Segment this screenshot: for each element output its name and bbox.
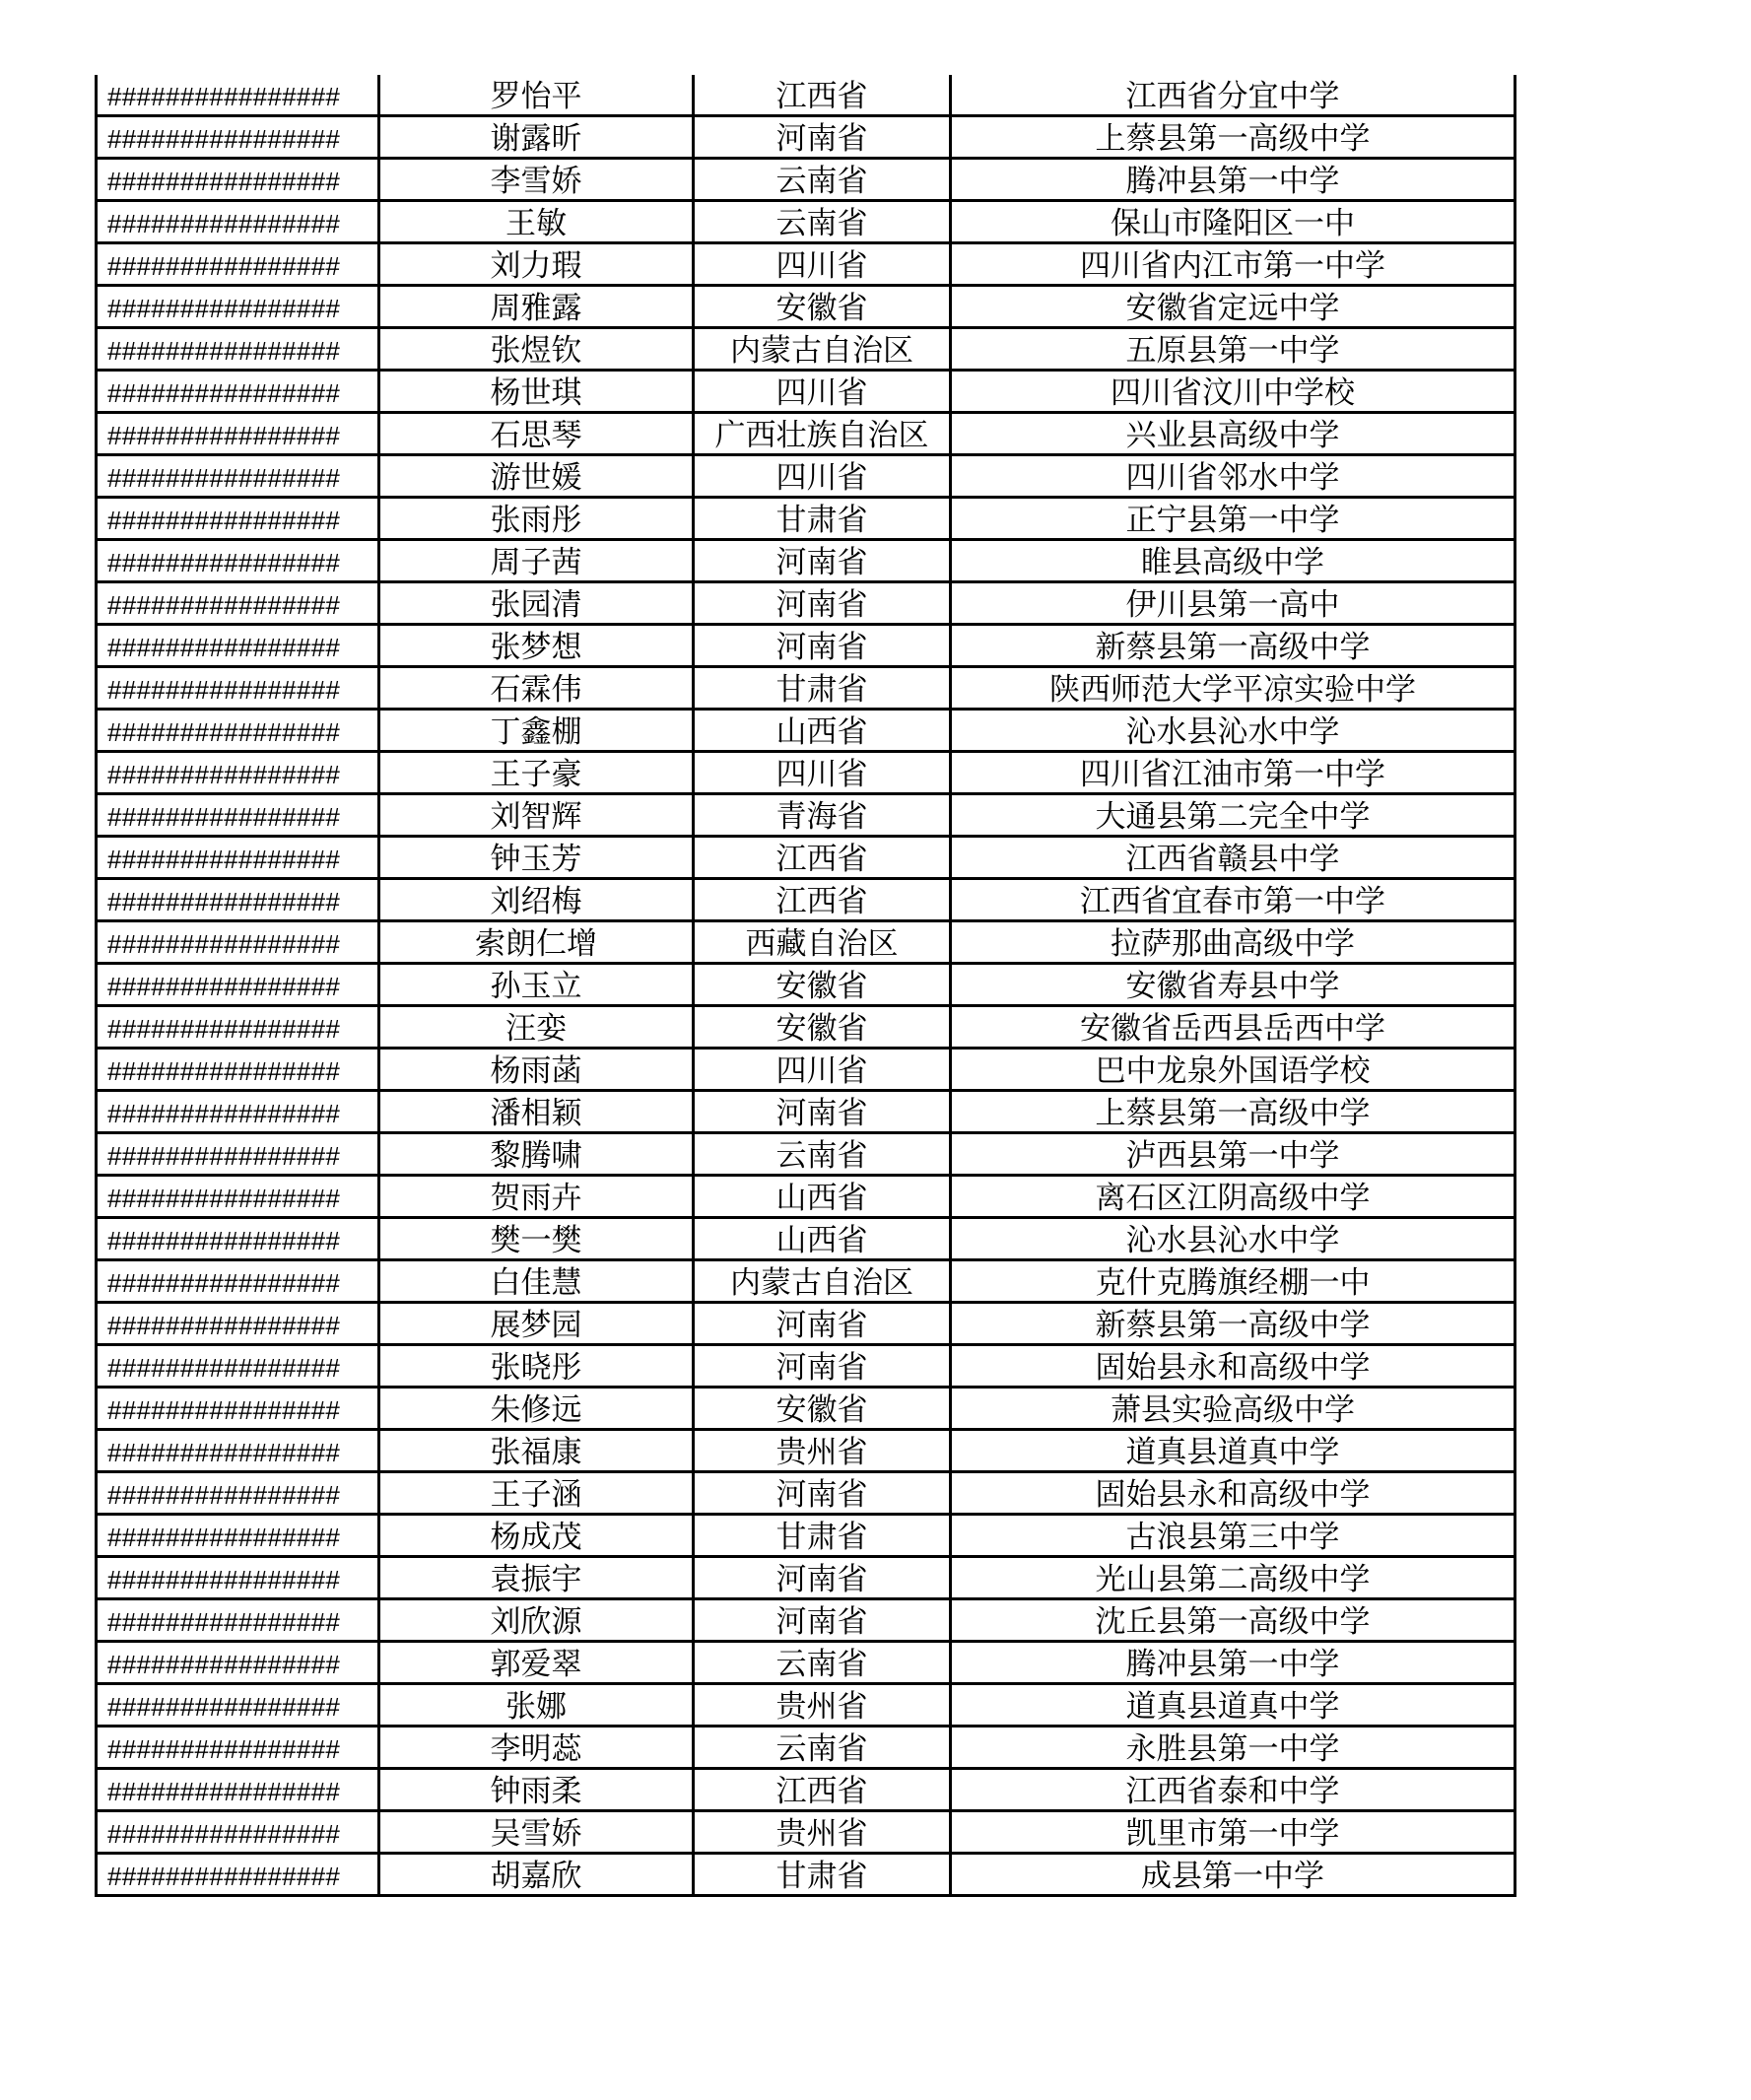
table-row bbox=[97, 582, 1515, 625]
table-row bbox=[97, 1133, 1515, 1176]
table-row bbox=[97, 1006, 1515, 1049]
school-cell: 道真县道真中学 bbox=[951, 1430, 1515, 1472]
id-cell: ################ bbox=[97, 794, 379, 837]
province-cell: 内蒙古自治区 bbox=[694, 328, 951, 371]
province-cell: 四川省 bbox=[694, 455, 951, 498]
school-cell: 安徽省定远中学 bbox=[951, 286, 1515, 328]
name-cell: 李雪娇 bbox=[379, 159, 694, 201]
province-cell: 河南省 bbox=[694, 1345, 951, 1388]
id-cell: ################ bbox=[97, 879, 379, 921]
school-cell: 新蔡县第一高级中学 bbox=[951, 1303, 1515, 1345]
table-row bbox=[97, 752, 1515, 794]
id-cell: ################ bbox=[97, 1388, 379, 1430]
id-cell: ################ bbox=[97, 1811, 379, 1854]
name-cell: 潘相颖 bbox=[379, 1091, 694, 1133]
name-cell: 张雨彤 bbox=[379, 498, 694, 540]
province-cell: 四川省 bbox=[694, 1049, 951, 1091]
school-cell: 固始县永和高级中学 bbox=[951, 1345, 1515, 1388]
school-cell: 道真县道真中学 bbox=[951, 1684, 1515, 1727]
id-cell: ################ bbox=[97, 667, 379, 710]
id-cell: ################ bbox=[97, 413, 379, 455]
table-row bbox=[97, 625, 1515, 667]
province-cell: 河南省 bbox=[694, 540, 951, 582]
table-row bbox=[97, 1599, 1515, 1642]
table-row bbox=[97, 1091, 1515, 1133]
table-row bbox=[97, 1049, 1515, 1091]
id-cell: ################ bbox=[97, 625, 379, 667]
table-row bbox=[97, 1218, 1515, 1260]
table-row bbox=[97, 1303, 1515, 1345]
province-cell: 西藏自治区 bbox=[694, 921, 951, 964]
id-cell: ################ bbox=[97, 752, 379, 794]
province-cell: 河南省 bbox=[694, 1599, 951, 1642]
name-cell: 刘智辉 bbox=[379, 794, 694, 837]
name-cell: 张福康 bbox=[379, 1430, 694, 1472]
id-cell: ################ bbox=[97, 286, 379, 328]
province-cell: 河南省 bbox=[694, 1557, 951, 1599]
province-cell: 安徽省 bbox=[694, 286, 951, 328]
name-cell: 张园清 bbox=[379, 582, 694, 625]
name-cell: 贺雨卉 bbox=[379, 1176, 694, 1218]
name-cell: 张娜 bbox=[379, 1684, 694, 1727]
school-cell: 永胜县第一中学 bbox=[951, 1727, 1515, 1769]
province-cell: 河南省 bbox=[694, 1303, 951, 1345]
school-cell: 睢县高级中学 bbox=[951, 540, 1515, 582]
school-cell: 上蔡县第一高级中学 bbox=[951, 116, 1515, 159]
name-cell: 朱修远 bbox=[379, 1388, 694, 1430]
id-cell: ################ bbox=[97, 1133, 379, 1176]
school-cell: 腾冲县第一中学 bbox=[951, 159, 1515, 201]
table-row bbox=[97, 1345, 1515, 1388]
province-cell: 广西壮族自治区 bbox=[694, 413, 951, 455]
id-cell: ################ bbox=[97, 1599, 379, 1642]
name-cell: 刘绍梅 bbox=[379, 879, 694, 921]
id-cell: ################ bbox=[97, 201, 379, 243]
province-cell: 云南省 bbox=[694, 159, 951, 201]
province-cell: 甘肃省 bbox=[694, 1515, 951, 1557]
name-cell: 索朗仁增 bbox=[379, 921, 694, 964]
name-cell: 胡嘉欣 bbox=[379, 1854, 694, 1896]
id-cell: ################ bbox=[97, 1430, 379, 1472]
table-row bbox=[97, 540, 1515, 582]
table-row bbox=[97, 1388, 1515, 1430]
school-cell: 江西省泰和中学 bbox=[951, 1769, 1515, 1811]
name-cell: 刘欣源 bbox=[379, 1599, 694, 1642]
name-cell: 袁振宇 bbox=[379, 1557, 694, 1599]
school-cell: 四川省邻水中学 bbox=[951, 455, 1515, 498]
id-cell: ################ bbox=[97, 1091, 379, 1133]
province-cell: 安徽省 bbox=[694, 964, 951, 1006]
table-row bbox=[97, 159, 1515, 201]
table-row bbox=[97, 201, 1515, 243]
school-cell: 光山县第二高级中学 bbox=[951, 1557, 1515, 1599]
name-cell: 钟玉芳 bbox=[379, 837, 694, 879]
table-row bbox=[97, 1176, 1515, 1218]
name-cell: 钟雨柔 bbox=[379, 1769, 694, 1811]
name-cell: 李明蕊 bbox=[379, 1727, 694, 1769]
school-cell: 新蔡县第一高级中学 bbox=[951, 625, 1515, 667]
table-row bbox=[97, 371, 1515, 413]
province-cell: 云南省 bbox=[694, 201, 951, 243]
school-cell: 沁水县沁水中学 bbox=[951, 1218, 1515, 1260]
table-row bbox=[97, 667, 1515, 710]
name-cell: 杨成茂 bbox=[379, 1515, 694, 1557]
school-cell: 沈丘县第一高级中学 bbox=[951, 1599, 1515, 1642]
name-cell: 石霖伟 bbox=[379, 667, 694, 710]
province-cell: 河南省 bbox=[694, 1091, 951, 1133]
table-row bbox=[97, 1854, 1515, 1896]
id-cell: ################ bbox=[97, 1769, 379, 1811]
name-cell: 孙玉立 bbox=[379, 964, 694, 1006]
province-cell: 河南省 bbox=[694, 582, 951, 625]
province-cell: 安徽省 bbox=[694, 1006, 951, 1049]
id-cell: ################ bbox=[97, 116, 379, 159]
table-row bbox=[97, 1260, 1515, 1303]
id-cell: ################ bbox=[97, 1472, 379, 1515]
name-cell: 罗怡平 bbox=[379, 75, 694, 116]
document-page bbox=[95, 75, 1514, 1897]
name-cell: 展梦园 bbox=[379, 1303, 694, 1345]
id-cell: ################ bbox=[97, 1727, 379, 1769]
id-cell: ################ bbox=[97, 540, 379, 582]
school-cell: 四川省汶川中学校 bbox=[951, 371, 1515, 413]
table-row bbox=[97, 286, 1515, 328]
school-cell: 四川省江油市第一中学 bbox=[951, 752, 1515, 794]
id-cell: ################ bbox=[97, 1345, 379, 1388]
id-cell: ################ bbox=[97, 1303, 379, 1345]
id-cell: ################ bbox=[97, 371, 379, 413]
school-cell: 成县第一中学 bbox=[951, 1854, 1515, 1896]
id-cell: ################ bbox=[97, 1006, 379, 1049]
name-cell: 张晓彤 bbox=[379, 1345, 694, 1388]
table-body bbox=[97, 75, 1515, 1896]
province-cell: 河南省 bbox=[694, 1472, 951, 1515]
school-cell: 兴业县高级中学 bbox=[951, 413, 1515, 455]
id-cell: ################ bbox=[97, 328, 379, 371]
school-cell: 正宁县第一中学 bbox=[951, 498, 1515, 540]
table-row bbox=[97, 1430, 1515, 1472]
table-row bbox=[97, 1472, 1515, 1515]
province-cell: 四川省 bbox=[694, 243, 951, 286]
name-cell: 谢露昕 bbox=[379, 116, 694, 159]
table-row bbox=[97, 1727, 1515, 1769]
school-cell: 古浪县第三中学 bbox=[951, 1515, 1515, 1557]
name-cell: 黎腾啸 bbox=[379, 1133, 694, 1176]
name-cell: 刘力瑕 bbox=[379, 243, 694, 286]
table-row bbox=[97, 1769, 1515, 1811]
school-cell: 安徽省岳西县岳西中学 bbox=[951, 1006, 1515, 1049]
name-cell: 游世媛 bbox=[379, 455, 694, 498]
province-cell: 甘肃省 bbox=[694, 1854, 951, 1896]
id-cell: ################ bbox=[97, 1260, 379, 1303]
province-cell: 云南省 bbox=[694, 1642, 951, 1684]
school-cell: 巴中龙泉外国语学校 bbox=[951, 1049, 1515, 1091]
name-cell: 王子豪 bbox=[379, 752, 694, 794]
table-row bbox=[97, 1515, 1515, 1557]
name-cell: 石思琴 bbox=[379, 413, 694, 455]
name-cell: 张煜钦 bbox=[379, 328, 694, 371]
id-cell: ################ bbox=[97, 1515, 379, 1557]
province-cell: 贵州省 bbox=[694, 1430, 951, 1472]
table-row bbox=[97, 921, 1515, 964]
id-cell: ################ bbox=[97, 1854, 379, 1896]
table-row bbox=[97, 75, 1515, 116]
school-cell: 伊川县第一高中 bbox=[951, 582, 1515, 625]
table-row bbox=[97, 243, 1515, 286]
id-cell: ################ bbox=[97, 582, 379, 625]
name-cell: 周雅露 bbox=[379, 286, 694, 328]
province-cell: 河南省 bbox=[694, 625, 951, 667]
school-cell: 固始县永和高级中学 bbox=[951, 1472, 1515, 1515]
province-cell: 甘肃省 bbox=[694, 667, 951, 710]
id-cell: ################ bbox=[97, 964, 379, 1006]
school-cell: 萧县实验高级中学 bbox=[951, 1388, 1515, 1430]
id-cell: ################ bbox=[97, 1557, 379, 1599]
province-cell: 云南省 bbox=[694, 1133, 951, 1176]
table-row bbox=[97, 328, 1515, 371]
table-row bbox=[97, 116, 1515, 159]
province-cell: 安徽省 bbox=[694, 1388, 951, 1430]
province-cell: 山西省 bbox=[694, 1218, 951, 1260]
id-cell: ################ bbox=[97, 1218, 379, 1260]
province-cell: 河南省 bbox=[694, 116, 951, 159]
table-row bbox=[97, 1557, 1515, 1599]
province-cell: 山西省 bbox=[694, 1176, 951, 1218]
id-cell: ################ bbox=[97, 159, 379, 201]
school-cell: 四川省内江市第一中学 bbox=[951, 243, 1515, 286]
id-cell: ################ bbox=[97, 243, 379, 286]
table-row bbox=[97, 837, 1515, 879]
province-cell: 江西省 bbox=[694, 1769, 951, 1811]
province-cell: 青海省 bbox=[694, 794, 951, 837]
table-row bbox=[97, 413, 1515, 455]
name-cell: 杨雨菡 bbox=[379, 1049, 694, 1091]
province-cell: 四川省 bbox=[694, 752, 951, 794]
id-cell: ################ bbox=[97, 498, 379, 540]
school-cell: 江西省赣县中学 bbox=[951, 837, 1515, 879]
id-cell: ################ bbox=[97, 837, 379, 879]
name-cell: 张梦想 bbox=[379, 625, 694, 667]
province-cell: 云南省 bbox=[694, 1727, 951, 1769]
school-cell: 保山市隆阳区一中 bbox=[951, 201, 1515, 243]
province-cell: 江西省 bbox=[694, 75, 951, 116]
province-cell: 四川省 bbox=[694, 371, 951, 413]
school-cell: 五原县第一中学 bbox=[951, 328, 1515, 371]
name-cell: 樊一樊 bbox=[379, 1218, 694, 1260]
name-cell: 吴雪娇 bbox=[379, 1811, 694, 1854]
id-cell: ################ bbox=[97, 455, 379, 498]
school-cell: 拉萨那曲高级中学 bbox=[951, 921, 1515, 964]
table-row bbox=[97, 964, 1515, 1006]
name-cell: 杨世琪 bbox=[379, 371, 694, 413]
school-cell: 安徽省寿县中学 bbox=[951, 964, 1515, 1006]
name-cell: 丁鑫棚 bbox=[379, 710, 694, 752]
province-cell: 贵州省 bbox=[694, 1811, 951, 1854]
name-cell: 周子茜 bbox=[379, 540, 694, 582]
id-cell: ################ bbox=[97, 1176, 379, 1218]
id-cell: ################ bbox=[97, 75, 379, 116]
province-cell: 江西省 bbox=[694, 879, 951, 921]
name-cell: 郭爱翠 bbox=[379, 1642, 694, 1684]
province-cell: 江西省 bbox=[694, 837, 951, 879]
table-row bbox=[97, 455, 1515, 498]
school-cell: 克什克腾旗经棚一中 bbox=[951, 1260, 1515, 1303]
province-cell: 甘肃省 bbox=[694, 498, 951, 540]
id-cell: ################ bbox=[97, 710, 379, 752]
name-cell: 王敏 bbox=[379, 201, 694, 243]
table-row bbox=[97, 1642, 1515, 1684]
table-row bbox=[97, 794, 1515, 837]
school-cell: 江西省宜春市第一中学 bbox=[951, 879, 1515, 921]
id-cell: ################ bbox=[97, 921, 379, 964]
school-cell: 沁水县沁水中学 bbox=[951, 710, 1515, 752]
student-table bbox=[95, 75, 1516, 1897]
id-cell: ################ bbox=[97, 1642, 379, 1684]
school-cell: 大通县第二完全中学 bbox=[951, 794, 1515, 837]
province-cell: 内蒙古自治区 bbox=[694, 1260, 951, 1303]
name-cell: 王子涵 bbox=[379, 1472, 694, 1515]
province-cell: 山西省 bbox=[694, 710, 951, 752]
name-cell: 汪娈 bbox=[379, 1006, 694, 1049]
school-cell: 腾冲县第一中学 bbox=[951, 1642, 1515, 1684]
table-row bbox=[97, 498, 1515, 540]
school-cell: 泸西县第一中学 bbox=[951, 1133, 1515, 1176]
table-row bbox=[97, 1684, 1515, 1727]
school-cell: 凯里市第一中学 bbox=[951, 1811, 1515, 1854]
school-cell: 陕西师范大学平凉实验中学 bbox=[951, 667, 1515, 710]
school-cell: 离石区江阴高级中学 bbox=[951, 1176, 1515, 1218]
school-cell: 上蔡县第一高级中学 bbox=[951, 1091, 1515, 1133]
table-row bbox=[97, 1811, 1515, 1854]
id-cell: ################ bbox=[97, 1049, 379, 1091]
name-cell: 白佳慧 bbox=[379, 1260, 694, 1303]
table-row bbox=[97, 879, 1515, 921]
province-cell: 贵州省 bbox=[694, 1684, 951, 1727]
school-cell: 江西省分宜中学 bbox=[951, 75, 1515, 116]
id-cell: ################ bbox=[97, 1684, 379, 1727]
table-row bbox=[97, 710, 1515, 752]
